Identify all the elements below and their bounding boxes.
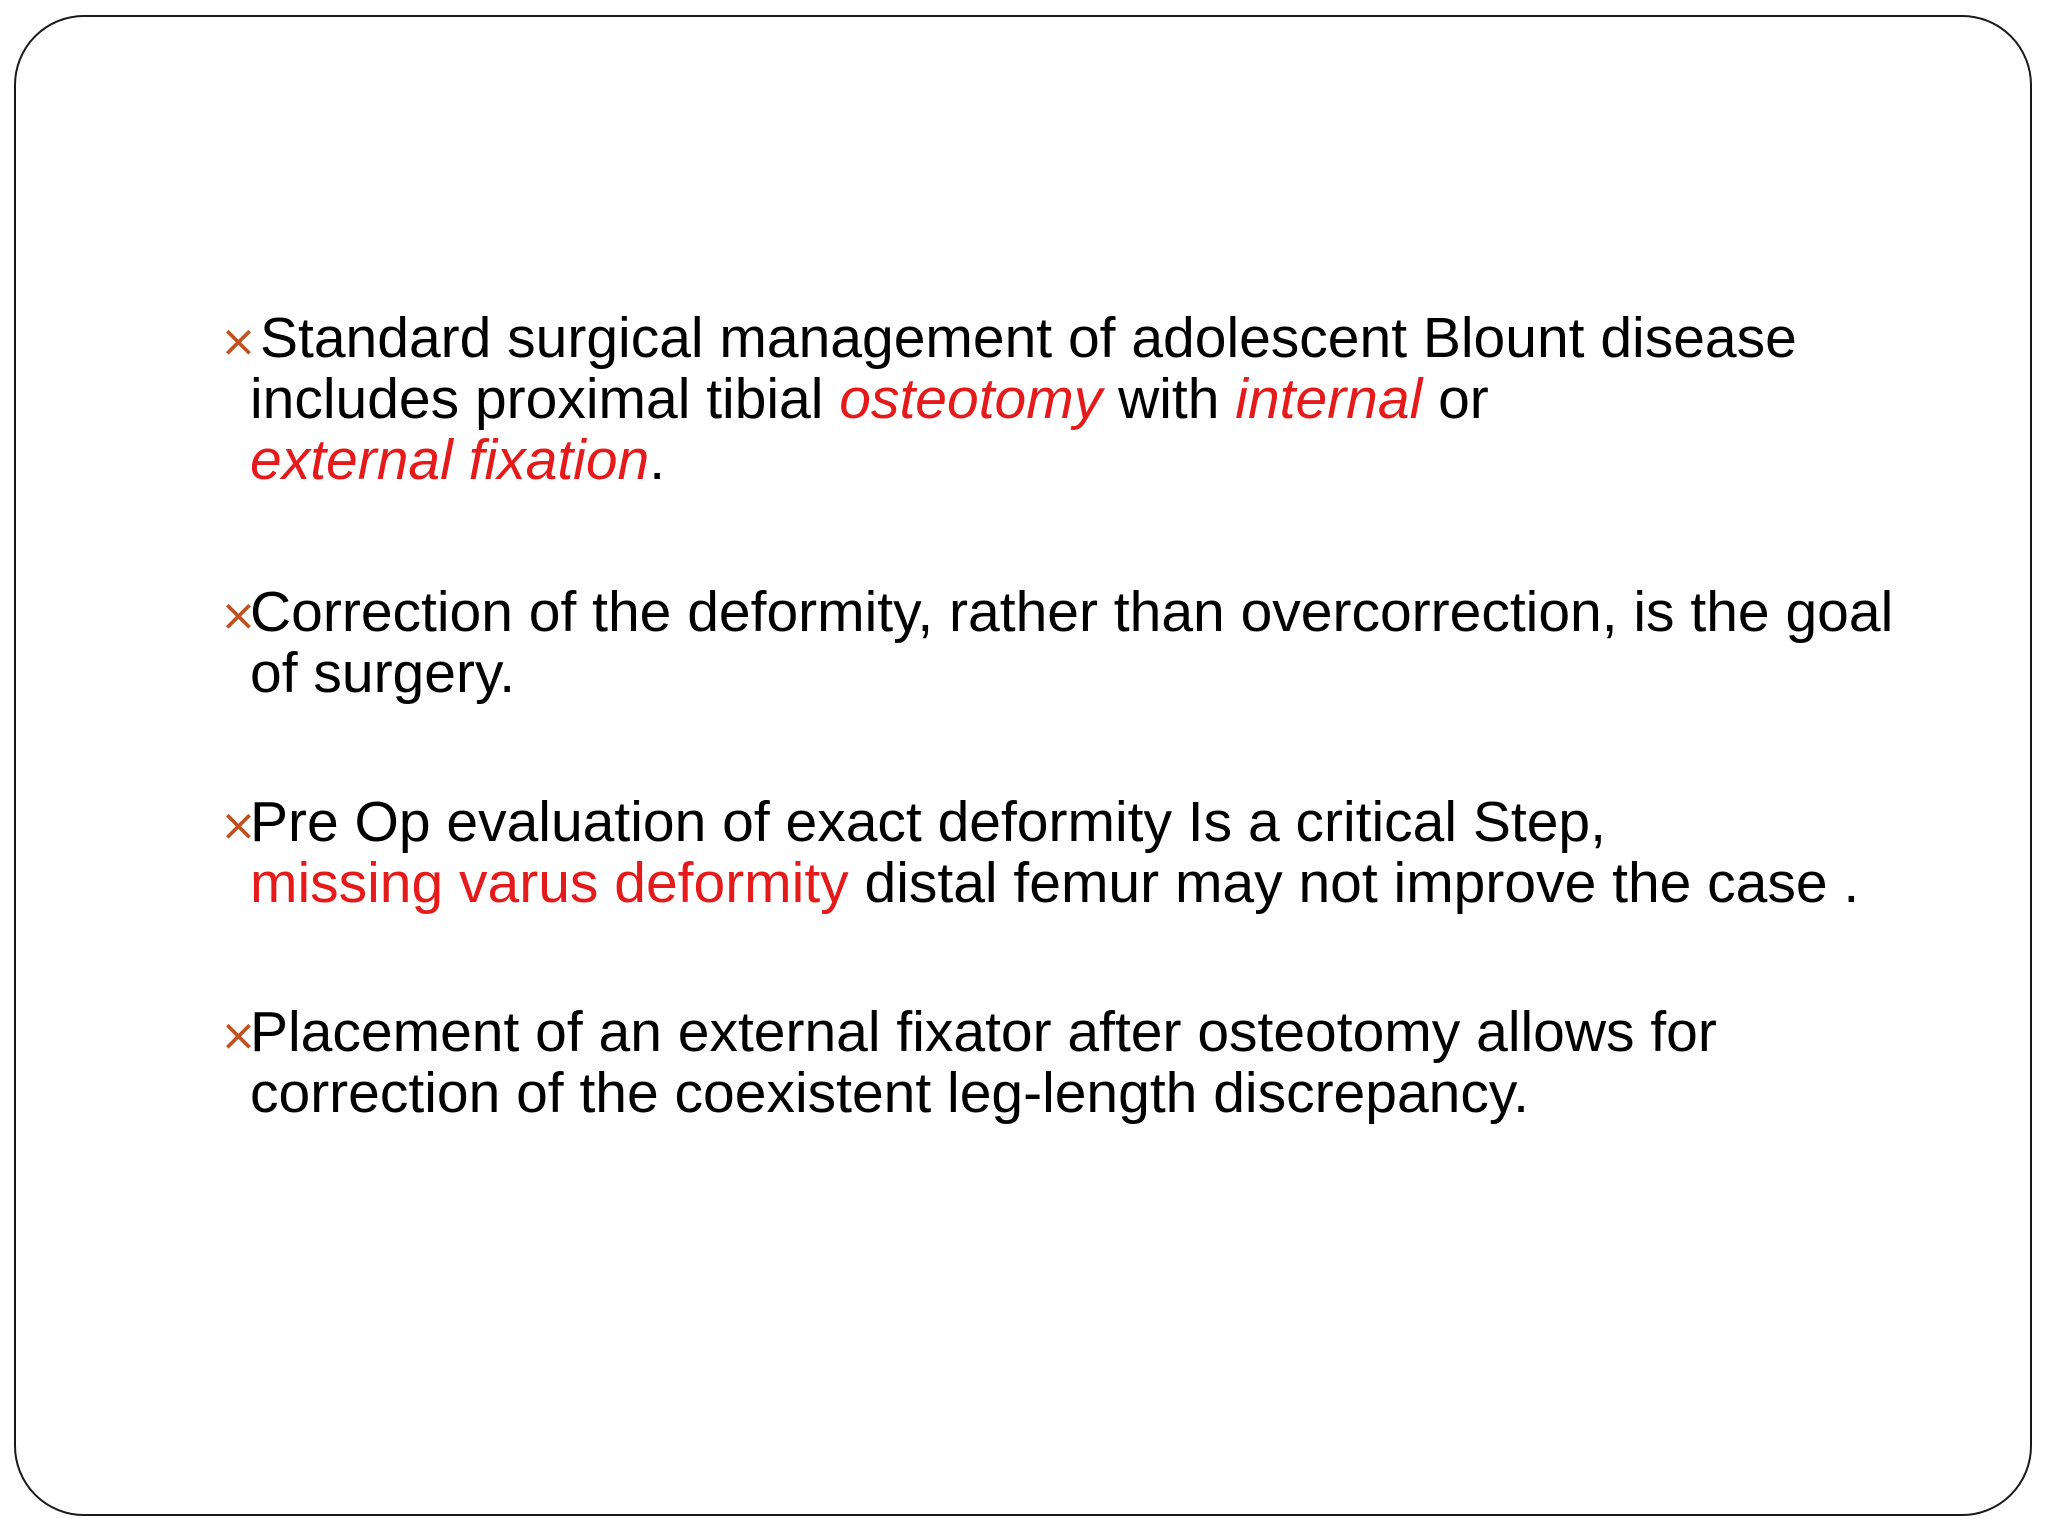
highlight-missing-varus-deformity: missing varus deformity xyxy=(250,851,849,915)
bullet-text: Correction of the deformity, rather than overcorrection, is the goal of surgery. xyxy=(250,580,1894,705)
bullet-text: or xyxy=(1422,367,1489,431)
bullet-text: . xyxy=(649,428,666,492)
highlight-osteotomy: osteotomy xyxy=(839,367,1103,431)
bullet-item-external-fixator xyxy=(220,1002,1940,1124)
bullet-text: Pre Op evaluation of exact deformity Is a critical Step, xyxy=(250,790,1606,854)
highlight-external-fixation: external fixation xyxy=(250,428,650,492)
bullet-marker-icon: × xyxy=(220,316,257,367)
bullet-marker-icon: × xyxy=(220,800,257,851)
bullet-item-surgical-management xyxy=(220,308,1940,491)
bullet-text: Standard surgical management of adolescent Blount disease includes proximal tibial xyxy=(250,306,1797,431)
bullet-item-correction-goal xyxy=(220,582,1940,704)
bullet-marker-icon: × xyxy=(220,1010,257,1061)
bullet-text: distal femur may not improve the case . xyxy=(848,851,1860,915)
highlight-internal: internal xyxy=(1235,367,1423,431)
bullet-item-preop-evaluation xyxy=(220,792,1940,914)
bullet-text: with xyxy=(1102,367,1236,431)
bullet-text: Placement of an external fixator after osteotomy allows for correction of the coexistent leg-length discrepancy. xyxy=(250,1000,1717,1125)
bullet-list xyxy=(220,308,1940,1124)
bullet-marker-icon: × xyxy=(220,590,257,641)
